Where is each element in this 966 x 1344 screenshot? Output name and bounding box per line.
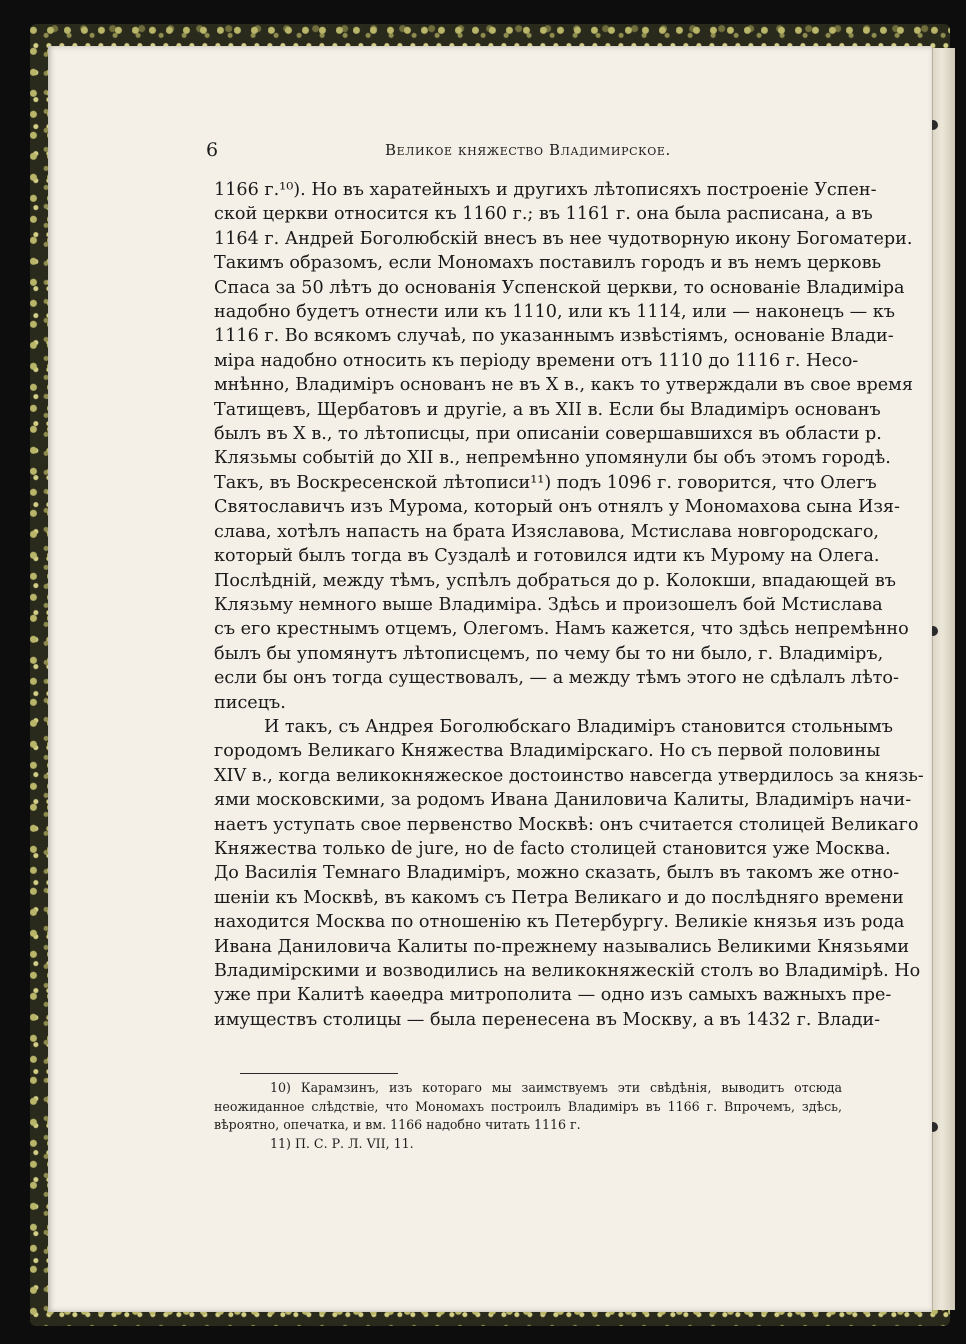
text-line: Такъ, въ Воскресенской лѣтописи¹¹) подъ 1096 г. говорится, что Олегъ: [214, 472, 877, 493]
text-line: XIV в., когда великокняжеское достоинство навсегда утвердилось за князь-: [214, 765, 924, 786]
text-line: Княжества только de jure, но de facto столицей становится уже Москва.: [214, 838, 891, 859]
footnote-line: неожиданное слѣдствіе, что Мономахъ построилъ Владиміръ въ 1166 г. Впрочемъ, здѣсь,: [214, 1098, 842, 1114]
footnote-line: вѣроятно, опечатка, и вм. 1166 надобно читать 1116 г.: [214, 1117, 581, 1132]
footnote-line: 11) П. С. Р. Л. VII, 11.: [270, 1135, 414, 1151]
running-title: Великое княжество Владимирское.: [385, 141, 671, 159]
text-line: городомъ Великаго Княжества Владимірскаго. Но съ первой половины: [214, 741, 881, 762]
text-line: 1166 г.¹⁰). Но въ харатейныхъ и другихъ лѣтописяхъ построеніе Успен-: [214, 180, 877, 200]
text-line: съ его крестнымъ отцемъ, Олегомъ. Намъ кажется, что здѣсь непремѣнно: [214, 619, 909, 640]
page-edge: [932, 48, 955, 1310]
text-line: Татищевъ, Щербатовъ и другіе, а въ XII в. Если бы Владиміръ основанъ: [214, 399, 881, 420]
text-line: ями московскими, за родомъ Ивана Даниловича Калиты, Владиміръ начи-: [214, 790, 912, 811]
page-number: 6: [206, 139, 219, 161]
text-line: Святославичъ изъ Мурома, который онъ отнялъ у Мономахова сына Изя-: [214, 497, 900, 518]
text-line: Владимірскими и возводились на великокняжескій столъ во Владимірѣ. Но: [214, 961, 921, 981]
footnotes: [214, 1079, 842, 1153]
text-line: если бы онъ тогда существовалъ, — а между тѣмъ этого не сдѣлалъ лѣто-: [214, 668, 899, 689]
text-line: писецъ.: [214, 692, 286, 713]
text-line: 1116 г. Во всякомъ случаѣ, по указаннымъ извѣстіямъ, основаніе Влади-: [214, 326, 894, 347]
text-line: шеніи къ Москвѣ, въ какомъ съ Петра Великаго и до послѣдняго времени: [214, 887, 904, 908]
text-line: наетъ уступать свое первенство Москвѣ: онъ считается столицей Великаго: [214, 814, 919, 835]
text-line: надобно будетъ отнести или къ 1110, или къ 1114, или — наконецъ — къ: [214, 302, 895, 323]
text-line: былъ бы упомянутъ лѣтописцемъ, по чему бы то ни было, г. Владиміръ,: [214, 643, 884, 664]
text-line: имуществъ столицы — была перенесена въ Москву, а въ 1432 г. Влади-: [214, 1009, 881, 1030]
text-line: Ивана Даниловича Калиты по-прежнему назывались Великими Князьями: [214, 936, 910, 957]
text-line: который былъ тогда въ Суздалѣ и готовился идти къ Мурому на Олега.: [214, 546, 880, 567]
text-line: И такъ, съ Андрея Боголюбскаго Владиміръ становится стольнымъ: [264, 716, 893, 737]
text-line: До Василія Темнаго Владиміръ, можно сказать, былъ въ такомъ же отно-: [214, 863, 900, 884]
text-line: уже при Калитѣ каѳедра митрополита — одно изъ самыхъ важныхъ пре-: [214, 985, 892, 1006]
text-line: міра надобно относить къ періоду времени отъ 1110 до 1116 г. Несо-: [214, 350, 859, 371]
text-line: Клязьмы событій до XII в., непремѣнно упомянули бы объ этомъ городѣ.: [214, 448, 891, 469]
text-line: слава, хотѣлъ напасть на брата Изяславова, Мстислава новгородскаго,: [214, 521, 880, 542]
footnote-line: 10) Карамзинъ, изъ котораго мы заимствуемъ эти свѣдѣнія, выводитъ отсюда: [270, 1080, 842, 1095]
text-line: Такимъ образомъ, если Мономахъ поставилъ городъ и въ немъ церковь: [214, 253, 882, 274]
footnote-rule: [240, 1073, 398, 1074]
text-line: находится Москва по отношенію къ Петербургу. Великіе князья изъ рода: [214, 912, 905, 933]
text-line: Клязьму немного выше Владиміра. Здѣсь и произошелъ бой Мстислава: [214, 594, 883, 615]
text-line: ской церкви относится къ 1160 г.; въ 1161 г. она была расписана, а въ: [214, 204, 873, 225]
text-line: 1164 г. Андрей Боголюбскій внесъ въ нее чудотворную икону Богоматери.: [214, 228, 913, 249]
text-line: былъ въ X в., то лѣтописцы, при описаніи совершавшихся въ области р.: [214, 424, 882, 445]
text-line: мнѣнно, Владиміръ основанъ не въ X в., какъ то утверждали въ свое время: [214, 375, 913, 396]
text-line: Послѣдній, между тѣмъ, успѣлъ добраться до р. Колокши, впадающей въ: [214, 570, 896, 591]
body-text: [214, 178, 924, 1032]
text-line: Спаса за 50 лѣтъ до основанія Успенской церкви, то основаніе Владиміра: [214, 277, 905, 298]
